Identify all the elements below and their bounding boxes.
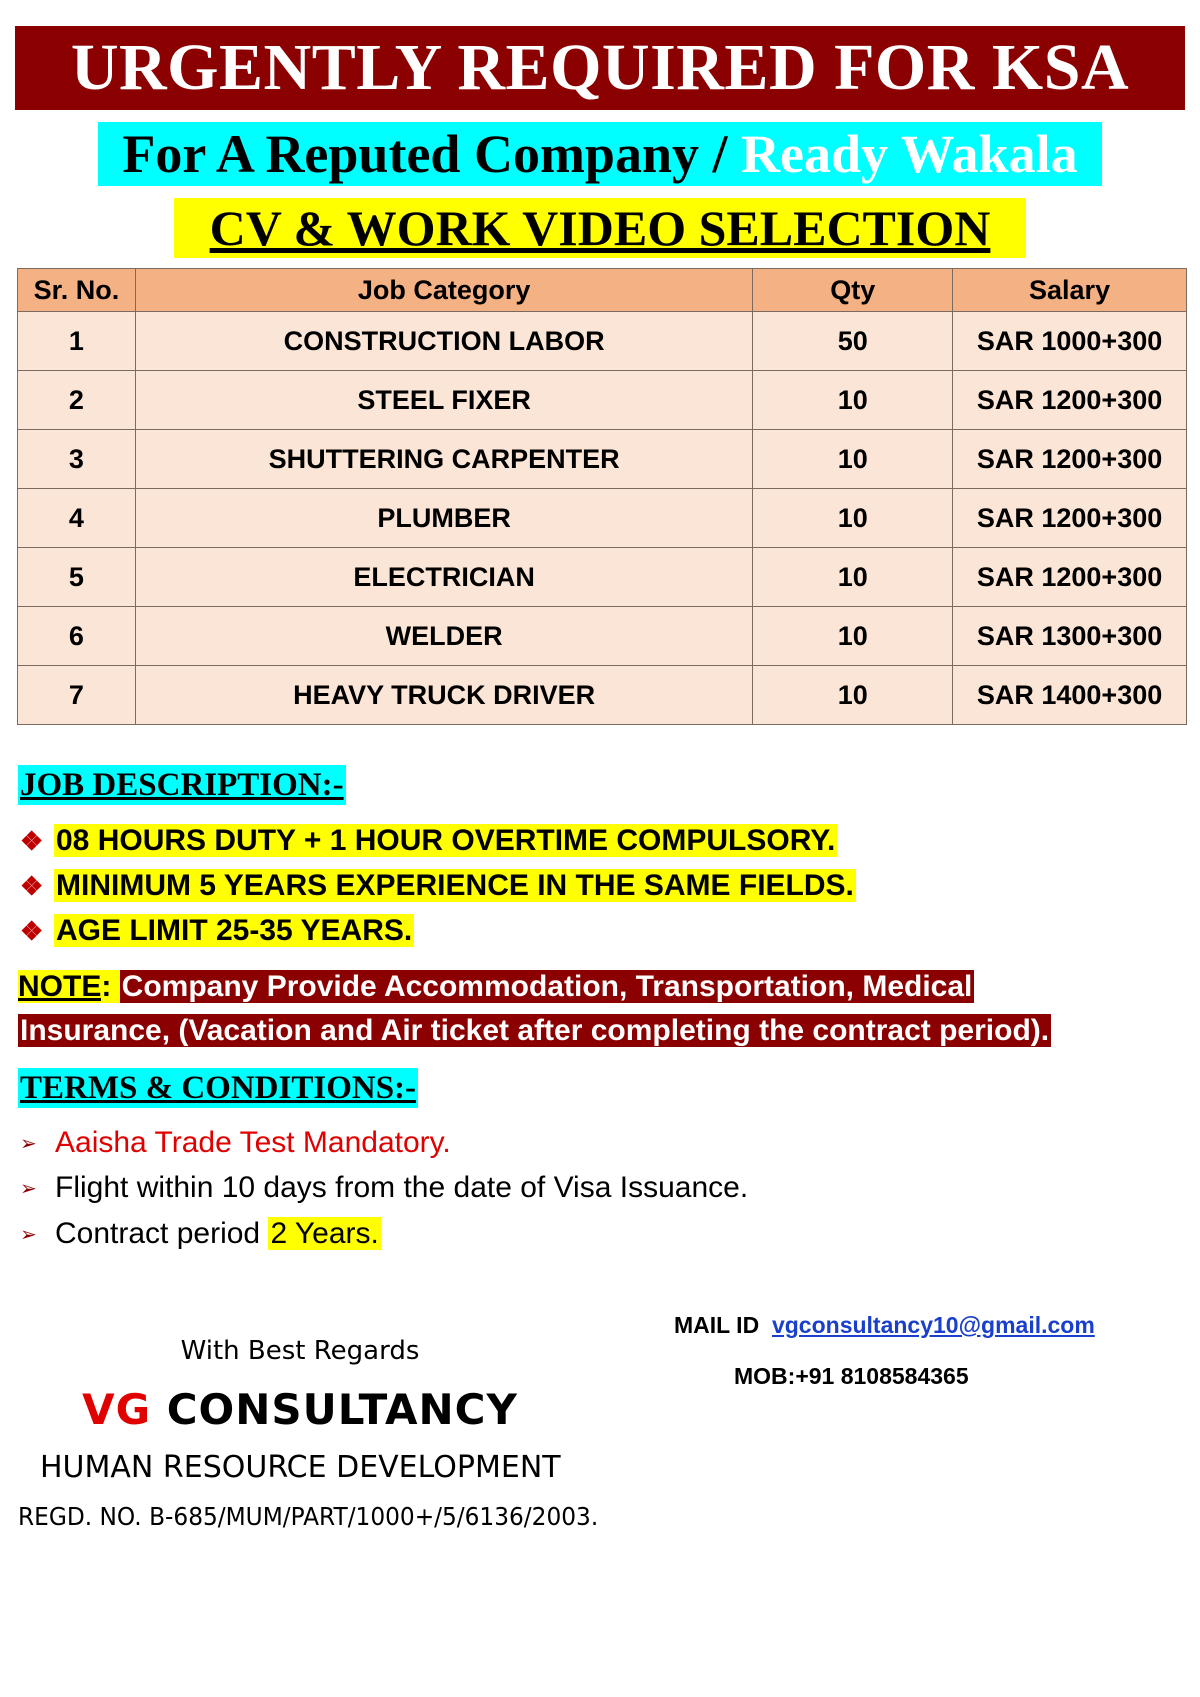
subtitle-banner <box>98 122 1102 186</box>
cell-job-category: SHUTTERING CARPENTER <box>135 430 752 489</box>
table-row <box>18 548 1187 607</box>
mail-label: MAIL ID <box>674 1312 760 1338</box>
table-row <box>18 312 1187 371</box>
list-item <box>20 911 414 951</box>
cell-sr-no: 6 <box>18 607 136 666</box>
table-row <box>18 430 1187 489</box>
note-text-2: Insurance, (Vacation and Air ticket after completing the contract period). <box>20 1014 1050 1047</box>
diamond-bullet-icon: ❖ <box>20 916 44 946</box>
cell-sr-no: 1 <box>18 312 136 371</box>
cell-salary: SAR 1000+300 <box>953 312 1187 371</box>
list-item <box>20 866 856 906</box>
regards-text: With Best Regards <box>180 1336 420 1366</box>
note-label: NOTE <box>18 970 102 1003</box>
arrow-bullet-icon: ➢ <box>20 1178 37 1200</box>
table-header-row <box>18 269 1187 312</box>
table-row <box>18 607 1187 666</box>
list-item <box>20 1123 451 1163</box>
registration-number: REGD. NO. B-685/MUM/PART/1000+/5/6136/2003. <box>18 1502 599 1531</box>
job-description-item: MINIMUM 5 YEARS EXPERIENCE IN THE SAME FIELDS. <box>56 869 854 902</box>
cell-sr-no: 4 <box>18 489 136 548</box>
cell-job-category: PLUMBER <box>135 489 752 548</box>
note-text-1: Company Provide Accommodation, Transportation, Medical <box>121 970 973 1003</box>
cell-job-category: ELECTRICIAN <box>135 548 752 607</box>
mobile-number: MOB:+91 8108584365 <box>734 1363 969 1389</box>
list-item <box>20 1214 381 1254</box>
cell-job-category: WELDER <box>135 607 752 666</box>
terms-item-contract: Contract period <box>55 1217 269 1250</box>
column-header-job-category: Job Category <box>135 269 752 312</box>
cell-qty: 10 <box>753 430 953 489</box>
cell-sr-no: 7 <box>18 666 136 725</box>
terms-item-trade-test: Aaisha Trade Test Mandatory. <box>55 1126 451 1159</box>
note-line-1 <box>18 966 974 1008</box>
column-header-sr-no: Sr. No. <box>18 269 136 312</box>
jobs-table <box>17 268 1187 725</box>
column-header-qty: Qty <box>753 269 953 312</box>
arrow-bullet-icon: ➢ <box>20 1133 37 1155</box>
cell-qty: 10 <box>753 489 953 548</box>
diamond-bullet-icon: ❖ <box>20 871 44 901</box>
cell-qty: 10 <box>753 607 953 666</box>
list-item <box>20 821 837 861</box>
cell-sr-no: 5 <box>18 548 136 607</box>
subtitle-highlight: Ready Wakala <box>741 124 1078 184</box>
mail-line <box>674 1312 1095 1339</box>
company-name-rest: CONSULTANCY <box>151 1385 518 1434</box>
job-description-heading: JOB DESCRIPTION:- <box>20 767 344 803</box>
table-row <box>18 666 1187 725</box>
table-row <box>18 489 1187 548</box>
job-description-item: 08 HOURS DUTY + 1 HOUR OVERTIME COMPULSORY. <box>56 824 836 857</box>
arrow-bullet-icon: ➢ <box>20 1224 37 1246</box>
company-division: HUMAN RESOURCE DEVELOPMENT <box>40 1450 561 1485</box>
cell-job-category: STEEL FIXER <box>135 371 752 430</box>
cell-job-category: CONSTRUCTION LABOR <box>135 312 752 371</box>
cell-qty: 50 <box>753 312 953 371</box>
cell-salary: SAR 1300+300 <box>953 607 1187 666</box>
cell-salary: SAR 1400+300 <box>953 666 1187 725</box>
page-title: URGENTLY REQUIRED FOR KSA <box>15 26 1185 110</box>
cell-salary: SAR 1200+300 <box>953 371 1187 430</box>
cell-qty: 10 <box>753 666 953 725</box>
contract-period-highlight: 2 Years. <box>270 1217 379 1250</box>
cell-qty: 10 <box>753 548 953 607</box>
selection-banner: CV & WORK VIDEO SELECTION <box>174 198 1026 258</box>
cell-job-category: HEAVY TRUCK DRIVER <box>135 666 752 725</box>
cell-sr-no: 3 <box>18 430 136 489</box>
cell-salary: SAR 1200+300 <box>953 548 1187 607</box>
list-item <box>20 1168 748 1208</box>
diamond-bullet-icon: ❖ <box>20 826 44 856</box>
job-description-item: AGE LIMIT 25-35 YEARS. <box>56 914 413 947</box>
cell-sr-no: 2 <box>18 371 136 430</box>
company-name-vg: VG <box>82 1385 152 1434</box>
note-line-2 <box>18 1010 1051 1052</box>
subtitle-text: For A Reputed Company / <box>122 124 741 184</box>
terms-heading: TERMS & CONDITIONS:- <box>20 1070 417 1106</box>
note-colon: : <box>101 970 120 1003</box>
cell-qty: 10 <box>753 371 953 430</box>
company-name <box>60 1385 540 1434</box>
column-header-salary: Salary <box>953 269 1187 312</box>
cell-salary: SAR 1200+300 <box>953 430 1187 489</box>
cell-salary: SAR 1200+300 <box>953 489 1187 548</box>
email-link[interactable]: vgconsultancy10@gmail.com <box>771 1312 1095 1338</box>
table-row <box>18 371 1187 430</box>
terms-item-flight: Flight within 10 days from the date of Visa Issuance. <box>55 1171 749 1204</box>
